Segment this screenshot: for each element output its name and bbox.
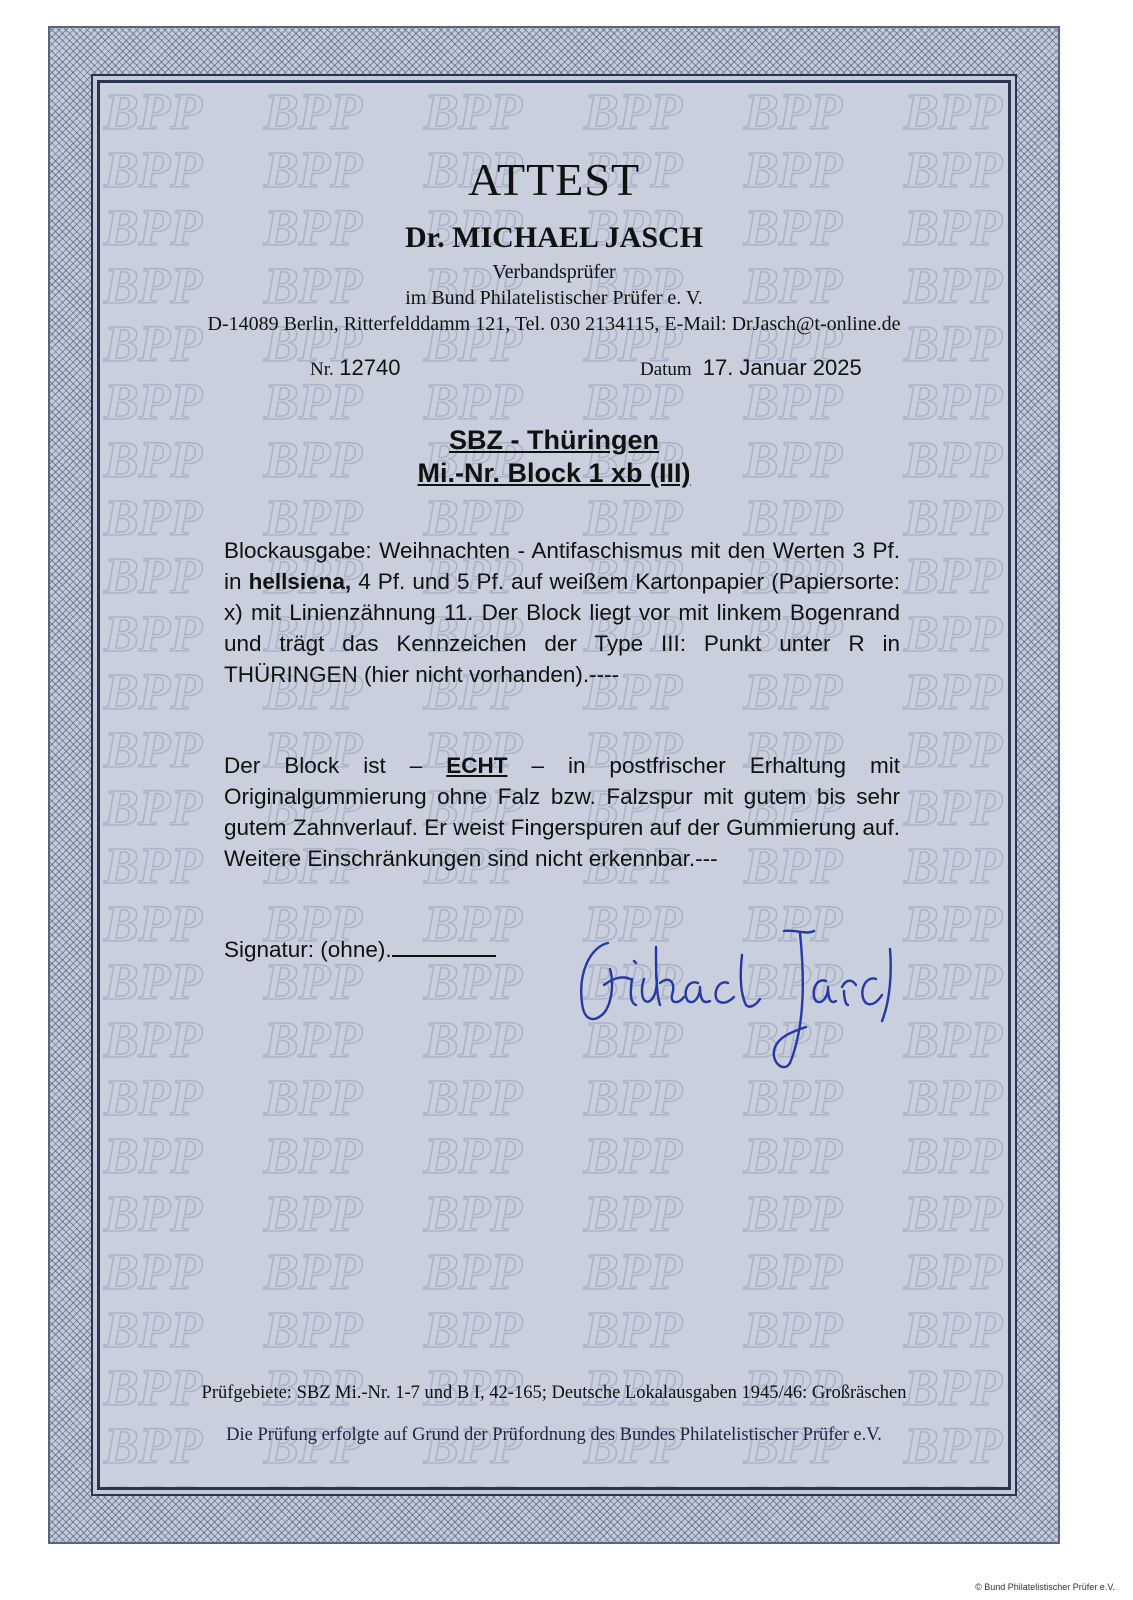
- certificate-title: ATTEST: [467, 154, 641, 205]
- subject-line-2: Mi.-Nr. Block 1 xb (III): [417, 458, 691, 488]
- handwritten-signature: [560, 913, 920, 1083]
- description-text-1: Blockausgabe: Weihnachten - Antifaschismus mit den Werten 3 Pf. in: [224, 538, 900, 594]
- signature-line: [224, 935, 496, 963]
- nr-value: 12740: [339, 355, 401, 380]
- condition-text-1: Der Block ist –: [224, 753, 447, 778]
- condition-paragraph: [224, 750, 900, 874]
- subject-heading: [100, 425, 1008, 489]
- examiner-association: im Bund Philatelistischer Prüfer e. V.: [405, 287, 703, 309]
- signature-label: Signatur: (ohne).: [224, 937, 392, 962]
- datum-label: Datum: [640, 359, 692, 380]
- certificate-number: [310, 355, 400, 381]
- examiner-address: D-14089 Berlin, Ritterfelddamm 121, Tel. 030 2134115, E-Mail: DrJasch@t-online.de: [207, 313, 901, 335]
- description-text-2: 4 Pf. und 5 Pf. auf weißem Kartonpapier (Papiersorte: x) mit Linienzähnung 11. Der Block liegt vor mit linkem Bogenrand und trägt das Kennzeichen der Type III: Punkt unter R in THÜRINGEN (hier nicht vorhanden).----: [224, 569, 901, 687]
- subject-line-1: SBZ - Thüringen: [449, 425, 659, 455]
- echt-verdict: ECHT: [446, 753, 508, 778]
- nr-label: Nr.: [310, 359, 334, 380]
- certificate-date: [640, 355, 862, 381]
- examiner-name: Dr. MICHAEL JASCH: [404, 221, 704, 254]
- datum-value: 17. Januar 2025: [702, 355, 862, 380]
- condition-text-2: – in postfrischer Erhaltung mit Originalgummierung ohne Falz bzw. Falzspur mit gutem bis sehr gutem Zahnverlauf. Er weist Fingerspuren auf der Gummierung auf. Weitere Einschränkungen sind nicht erkennbar.---: [224, 753, 900, 871]
- signature-blank: [392, 935, 496, 957]
- pruefgebiete-footer: Prüfgebiete: SBZ Mi.-Nr. 1-7 und B I, 42-165; Deutsche Lokalausgaben 1945/46: Großräschen: [201, 1383, 907, 1403]
- description-color-bold: hellsiena,: [248, 569, 352, 594]
- certificate-paper: [97, 80, 1011, 1490]
- copyright-notice: © Bund Philatelistischer Prüfer e.V.: [975, 1582, 1115, 1592]
- pruefordnung-statement: Die Prüfung erfolgte auf Grund der Prüfordnung des Bundes Philatelistischer Prüfer e.V.: [226, 1425, 882, 1445]
- description-paragraph: [224, 535, 900, 690]
- certificate-guilloche-border: [48, 26, 1060, 1544]
- examiner-role: Verbandsprüfer: [492, 261, 616, 283]
